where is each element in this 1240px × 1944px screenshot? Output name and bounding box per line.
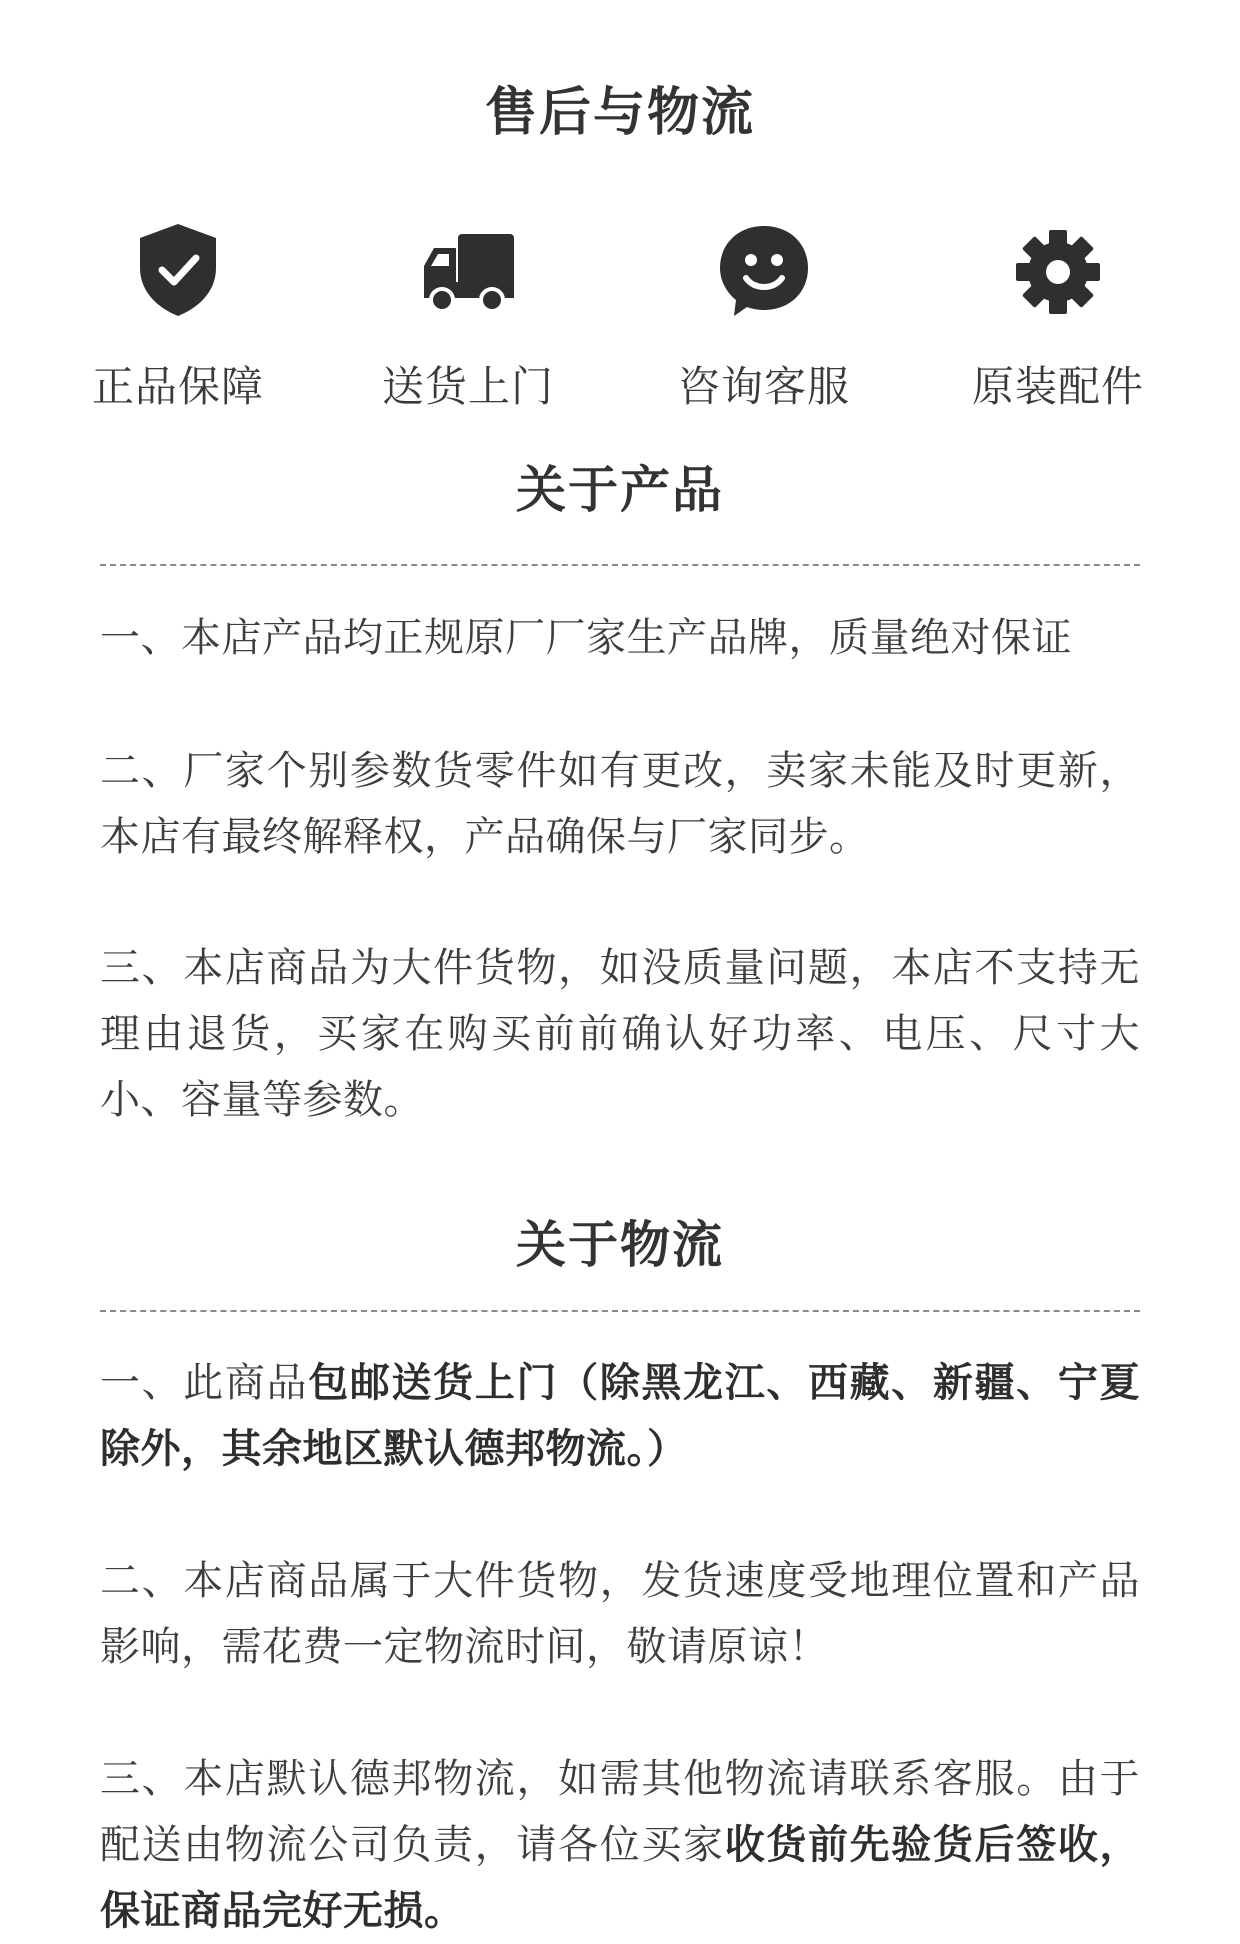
logistics-item-1 — [100, 1350, 1140, 1482]
product-section-heading: 关于产品 — [516, 461, 724, 519]
logistics-item-3 — [100, 1746, 1140, 1944]
feature-delivery[interactable] — [358, 220, 578, 414]
feature-authentic[interactable] — [68, 220, 288, 414]
product-item-1: 一、本店产品均正规原厂厂家生产品牌，质量绝对保证 — [100, 615, 1072, 661]
logistics-item-1-bold: 包邮送货上门（除黑龙江、西藏、新疆、宁夏除外，其余地区默认德邦物流。） — [100, 1360, 1141, 1472]
logistics-item-3-prefix: 三、本店默认德邦物流，如需其他物流请联系客服。由于配送由物流公司负责，请各位买家 — [100, 1756, 1140, 1868]
feature-customer-service[interactable] — [654, 220, 874, 414]
shield-check-icon — [128, 220, 228, 320]
feature-label: 送货上门 — [381, 362, 554, 411]
feature-label: 正品保障 — [91, 362, 264, 411]
product-section-divider — [100, 564, 1140, 566]
feature-label: 咨询客服 — [677, 362, 850, 411]
product-item-2: 二、厂家个别参数货零件如有更改，卖家未能及时更新，本店有最终解释权，产品确保与厂家同步。 — [100, 748, 1140, 860]
truck-icon — [418, 220, 518, 320]
page-title: 售后与物流 — [484, 83, 755, 143]
gear-icon — [1008, 220, 1108, 320]
logistics-section-heading: 关于物流 — [516, 1216, 724, 1274]
feature-icon-row — [0, 220, 1240, 411]
feature-original-parts[interactable] — [948, 220, 1168, 414]
smiley-icon — [714, 220, 814, 320]
feature-label: 原装配件 — [971, 362, 1144, 411]
logistics-section-divider — [100, 1310, 1140, 1312]
logistics-item-2: 二、本店商品属于大件货物，发货速度受地理位置和产品影响，需花费一定物流时间，敬请原谅！ — [100, 1558, 1140, 1670]
logistics-item-3-bold: 收货前先验货后签收，保证商品完好无损。 — [100, 1822, 1140, 1934]
product-item-3: 三、本店商品为大件货物，如没质量问题，本店不支持无理由退货，买家在购买前前确认好功率、电压、尺寸大小、容量等参数。 — [100, 945, 1140, 1123]
logistics-item-1-prefix: 一、此商品 — [100, 1360, 309, 1406]
